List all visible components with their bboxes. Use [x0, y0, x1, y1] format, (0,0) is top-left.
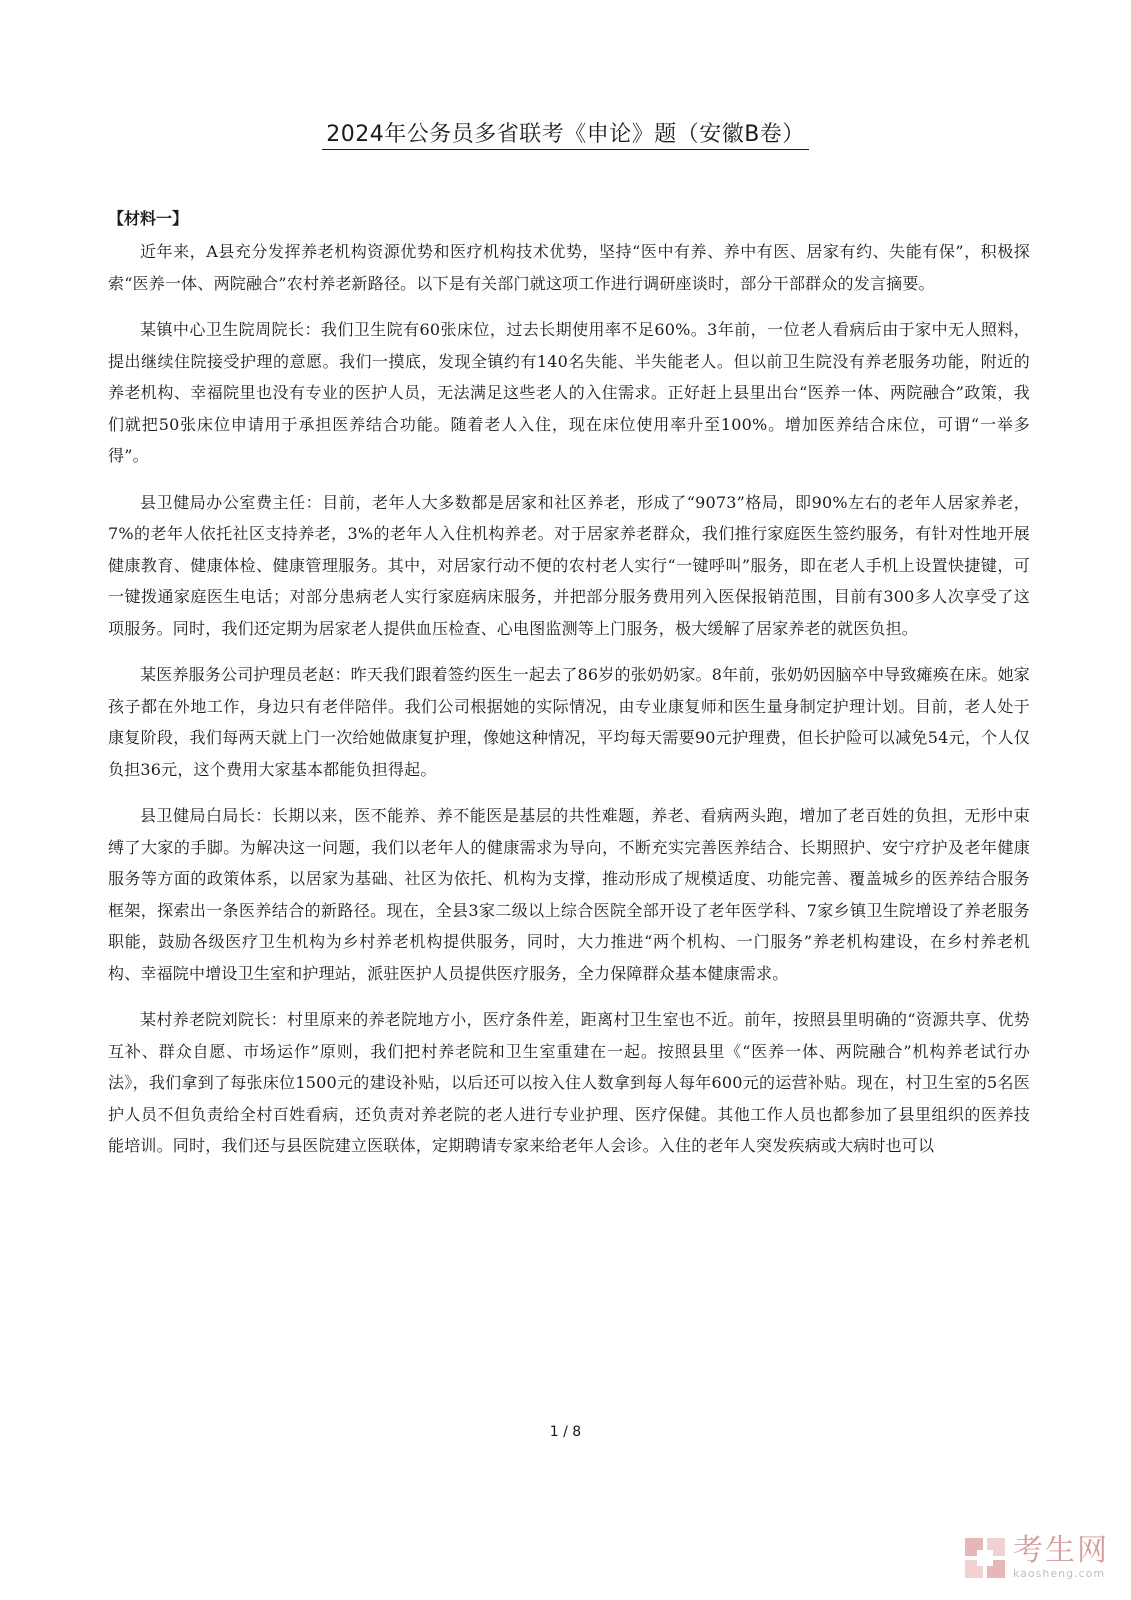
kaosheng-logo-icon — [963, 1536, 1007, 1580]
page-number: 1 / 8 — [549, 1424, 582, 1440]
watermark-url: kaosheng.com — [1013, 1567, 1106, 1580]
paragraph-intro: 近年来，A县充分发挥养老机构资源优势和医疗机构技术优势，坚持“医中有养、养中有医、居家有约、失能有保”，积极探索“医养一体、两院融合”农村养老新路径。以下是有关部门就这项工作进行调研座谈时，部分干部群众的发言摘要。 — [108, 242, 1030, 293]
paragraph-zhao: 某医养服务公司护理员老赵：昨天我们跟着签约医生一起去了86岁的张奶奶家。8年前，张奶奶因脑卒中导致瘫痪在床。她家孩子都在外地工作，身边只有老伴陪伴。我们公司根据她的实际情况，由专业康复师和医生量身制定护理计划。目前，老人处于康复阶段，我们每两天就上门一次给她做康复护理，像她这种情况，平均每天需要90元护理费，但长护险可以减免54元，个人仅负担36元，这个费用大家基本都能负担得起。 — [108, 665, 1030, 779]
watermark-name: 考生网 — [1013, 1533, 1109, 1568]
watermark — [963, 1535, 1109, 1580]
document-title-text: 2024年公务员多省联考《申论》题（安徽B卷） — [322, 122, 809, 150]
paragraph-bai: 县卫健局白局长：长期以来，医不能养、养不能医是基层的共性难题，养老、看病两头跑，增加了老百姓的负担，无形中束缚了大家的手脚。为解决这一问题，我们以老年人的健康需求为导向，不断充实完善医养结合、长期照护、安宁疗护及老年健康服务等方面的政策体系，以居家为基础、社区为依托、机构为支撑，推动形成了规模适度、功能完善、覆盖城乡的医养结合服务框架，探索出一条医养结合的新路径。现在，全县3家二级以上综合医院全部开设了老年医学科、7家乡镇卫生院增设了养老服务职能，鼓励各级医疗卫生机构为乡村养老机构提供服务，同时，大力推进“两个机构、一门服务”养老机构建设，在乡村养老机构、幸福院中增设卫生室和护理站，派驻医护人员提供医疗服务，全力保障群众基本健康需求。 — [108, 806, 1030, 983]
paragraph-zhou: 某镇中心卫生院周院长：我们卫生院有60张床位，过去长期使用率不足60%。3年前，一位老人看病后由于家中无人照料，提出继续住院接受护理的意愿。我们一摸底，发现全镇约有140名失能、半失能老人。但以前卫生院没有养老服务功能，附近的养老机构、幸福院里也没有专业的医护人员，无法满足这些老人的入住需求。正好赶上县里出台“医养一体、两院融合”政策，我们就把50张床位申请用于承担医养结合功能。随着老人入住，现在床位使用率升至100%。增加医养结合床位，可谓“一举多得”。 — [108, 320, 1030, 465]
watermark-text — [1013, 1535, 1109, 1580]
paragraph-fei: 县卫健局办公室费主任：目前，老年人大多数都是居家和社区养老，形成了“9073”格局，即90%左右的老年人居家养老，7%的老年人依托社区支持养老，3%的老年人入住机构养老。对于居家养老群众，我们推行家庭医生签约服务，有针对性地开展健康教育、健康体检、健康管理服务。其中，对居家行动不便的农村老人实行“一键呼叫”服务，即在老人手机上设置快捷键，可一键拨通家庭医生电话；对部分患病老人实行家庭病床服务，并把部分服务费用列入医保报销范围，目前有300多人次享受了这项服务。同时，我们还定期为居家老人提供血压检查、心电图监测等上门服务，极大缓解了居家养老的就医负担。 — [108, 492, 1030, 638]
document-title — [0, 118, 1131, 152]
document-body — [108, 205, 1030, 1177]
section-heading: 【材料一】 — [108, 209, 189, 228]
paragraph-liu: 某村养老院刘院长：村里原来的养老院地方小，医疗条件差，距离村卫生室也不近。前年，按照县里明确的“资源共享、优势互补、群众自愿、市场运作”原则，我们把村养老院和卫生室重建在一起。按照县里《“医养一体、两院融合”机构养老试行办法》，我们拿到了每张床位1500元的建设补贴，以后还可以按入住人数拿到每人每年600元的运营补贴。现在，村卫生室的5名医护人员不但负责给全村百姓看病，还负责对养老院的老人进行专业护理、医疗保健。其他工作人员也都参加了县里组织的医养技能培训。同时，我们还与县医院建立医联体，定期聘请专家来给老年人会诊。入住的老年人突发疾病或大病时也可以 — [108, 1010, 1030, 1155]
